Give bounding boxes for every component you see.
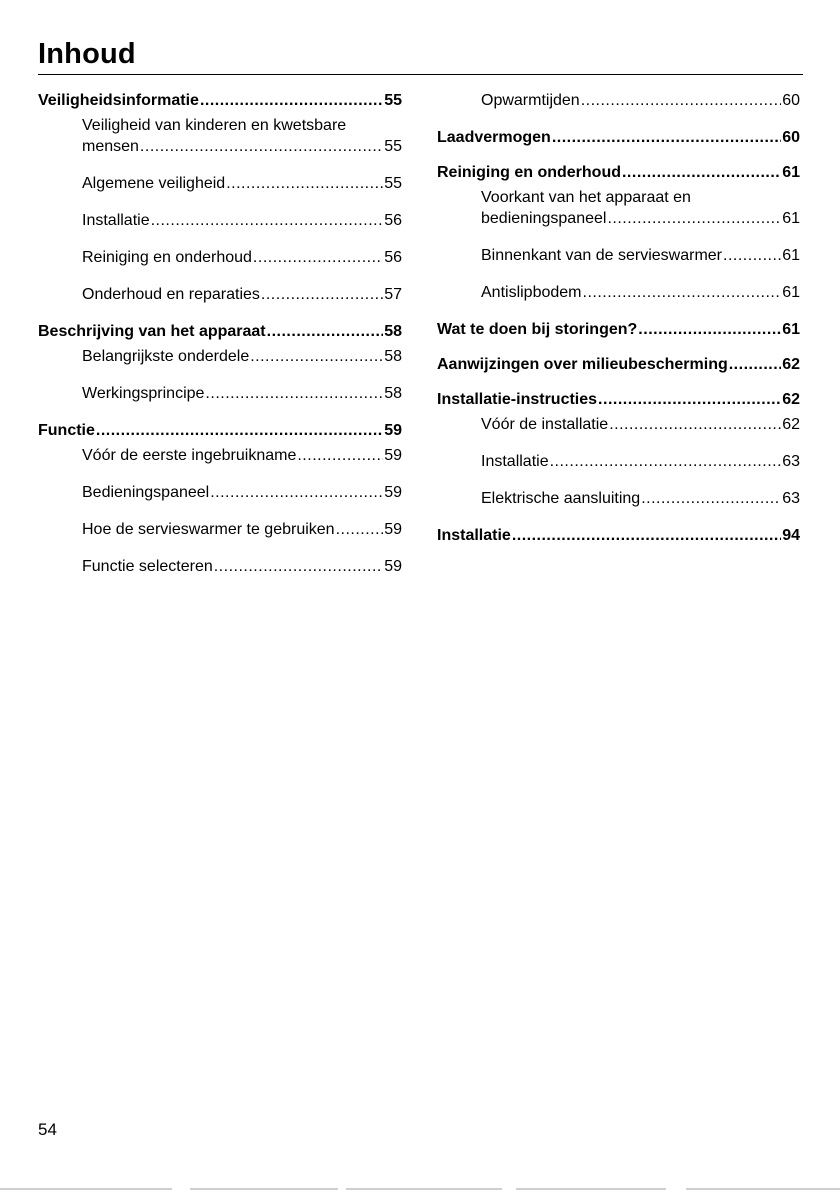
toc-entry-label: Beschrijving van het apparaat: [38, 323, 266, 340]
toc-entry-label: Werkingsprincipe: [82, 385, 205, 402]
toc-subsection-entry[interactable]: [437, 414, 800, 435]
dot-leader: [297, 445, 383, 466]
toc-entry-label: Wat te doen bij storingen?: [437, 321, 638, 338]
toc-entry-page: 58: [384, 323, 402, 340]
toc-entry-page: 62: [782, 356, 800, 373]
toc-entry-label-line: Voorkant van het apparaat en: [481, 189, 691, 206]
toc-entry-label: bedieningspaneel: [481, 210, 607, 227]
toc-entry-label: Reiniging en onderhoud: [437, 164, 621, 181]
toc-entry-label: Installatie: [82, 212, 150, 229]
toc-entry-label: Functie selecteren: [82, 558, 213, 575]
toc-subsection-entry[interactable]: [38, 247, 402, 268]
toc-subsection-entry[interactable]: [38, 284, 402, 305]
page-title: Inhoud: [38, 38, 136, 70]
toc-entry-label: mensen: [82, 138, 139, 155]
dot-leader: [226, 173, 383, 194]
toc-entry-label: Vóór de installatie: [481, 416, 609, 433]
toc-subsection-entry[interactable]: [38, 346, 402, 367]
toc-section-entry[interactable]: [437, 162, 800, 183]
dot-leader: [151, 210, 384, 231]
toc-entry-page: 59: [384, 484, 402, 501]
toc-entry-label: Antislipbodem: [481, 284, 582, 301]
toc-entry-label: Elektrische aansluiting: [481, 490, 641, 507]
toc-entry-page: 57: [384, 286, 402, 303]
dot-leader: [261, 284, 383, 305]
toc-entry-page: 62: [782, 391, 800, 408]
dot-leader: [214, 556, 383, 577]
toc-section-entry[interactable]: [437, 354, 800, 375]
toc-section-entry[interactable]: [437, 525, 800, 546]
dot-leader: [267, 321, 384, 342]
toc-entry-label: Functie: [38, 422, 95, 439]
dot-leader: [250, 346, 383, 367]
dot-leader: [96, 420, 383, 441]
toc-section-entry[interactable]: [437, 319, 800, 340]
toc-entry-page: 59: [384, 521, 402, 538]
toc-entry-label: Belangrijkste onderdele: [82, 348, 250, 365]
toc-right-column: [437, 90, 800, 550]
toc-entry-label-line: Veiligheid van kinderen en kwetsbare: [82, 117, 347, 134]
toc-entry-label: Opwarmtijden: [481, 92, 580, 109]
toc-entry-page: 58: [384, 348, 402, 365]
dot-leader: [336, 519, 384, 540]
toc-entry-page: 61: [782, 210, 800, 227]
toc-entry-label: Onderhoud en reparaties: [82, 286, 260, 303]
dot-leader: [609, 414, 781, 435]
toc-subsection-entry[interactable]: [437, 282, 800, 303]
page-number: 54: [38, 1120, 57, 1139]
toc-entry-page: 55: [384, 92, 402, 109]
toc-subsection-entry[interactable]: [437, 187, 800, 229]
toc-subsection-entry[interactable]: [437, 90, 800, 111]
dot-leader: [512, 525, 781, 546]
toc-entry-page: 59: [384, 447, 402, 464]
toc-subsection-entry[interactable]: [38, 383, 402, 404]
toc-section-entry[interactable]: [38, 321, 402, 342]
title-divider: [38, 74, 803, 75]
toc-entry-page: 63: [782, 453, 800, 470]
toc-entry-label: Veiligheidsinformatie: [38, 92, 199, 109]
toc-entry-page: 55: [384, 138, 402, 155]
dot-leader: [607, 208, 781, 229]
toc-entry-label: Reiniging en onderhoud: [82, 249, 252, 266]
toc-entry-page: 60: [782, 92, 800, 109]
dot-leader: [200, 90, 383, 111]
dot-leader: [550, 451, 782, 472]
toc-entry-label: Installatie: [481, 453, 549, 470]
toc-entry-label: Binnenkant van de servieswarmer: [481, 247, 723, 264]
toc-entry-label: Aanwijzingen over milieubescherming: [437, 356, 728, 373]
toc-section-entry[interactable]: [437, 389, 800, 410]
toc-entry-label: Bedieningspaneel: [82, 484, 210, 501]
toc-subsection-entry[interactable]: [38, 482, 402, 503]
toc-entry-label: Vóór de eerste ingebruikname: [82, 447, 297, 464]
dot-leader: [210, 482, 383, 503]
dot-leader: [622, 162, 781, 183]
toc-entry-label: Installatie: [437, 527, 511, 544]
toc-entry-page: 56: [384, 249, 402, 266]
toc-subsection-entry[interactable]: [437, 245, 800, 266]
toc-subsection-entry[interactable]: [38, 556, 402, 577]
dot-leader: [205, 383, 383, 404]
dot-leader: [140, 136, 383, 157]
toc-subsection-entry[interactable]: [38, 115, 402, 157]
toc-entry-page: 61: [782, 321, 800, 338]
toc-entry-page: 59: [384, 558, 402, 575]
toc-subsection-entry[interactable]: [38, 445, 402, 466]
toc-entry-label: Installatie-instructies: [437, 391, 598, 408]
toc-subsection-entry[interactable]: [437, 451, 800, 472]
dot-leader: [598, 389, 781, 410]
dot-leader: [583, 282, 782, 303]
toc-entry-page: 61: [782, 284, 800, 301]
dot-leader: [253, 247, 383, 268]
toc-section-entry[interactable]: [38, 420, 402, 441]
toc-subsection-entry[interactable]: [38, 519, 402, 540]
dot-leader: [729, 354, 781, 375]
dot-leader: [641, 488, 781, 509]
toc-subsection-entry[interactable]: [38, 210, 402, 231]
toc-subsection-entry[interactable]: [437, 488, 800, 509]
toc-entry-page: 59: [384, 422, 402, 439]
toc-entry-page: 61: [782, 247, 800, 264]
toc-left-column: [38, 90, 402, 593]
toc-section-entry[interactable]: [437, 127, 800, 148]
dot-leader: [581, 90, 782, 111]
toc-entry-page: 55: [384, 175, 402, 192]
toc-section-entry[interactable]: [38, 90, 402, 111]
dot-leader: [723, 245, 781, 266]
toc-entry-label: Algemene veiligheid: [82, 175, 226, 192]
toc-entry-page: 61: [782, 164, 800, 181]
dot-leader: [552, 127, 781, 148]
scan-edge: [0, 1188, 840, 1192]
toc-entry-page: 63: [782, 490, 800, 507]
toc-subsection-entry[interactable]: [38, 173, 402, 194]
toc-entry-label: Hoe de servieswarmer te gebruiken: [82, 521, 335, 538]
toc-entry-page: 58: [384, 385, 402, 402]
toc-entry-page: 60: [782, 129, 800, 146]
toc-entry-label: Laadvermogen: [437, 129, 551, 146]
toc-entry-page: 56: [384, 212, 402, 229]
toc-entry-page: 94: [782, 527, 800, 544]
dot-leader: [638, 319, 781, 340]
toc-entry-page: 62: [782, 416, 800, 433]
